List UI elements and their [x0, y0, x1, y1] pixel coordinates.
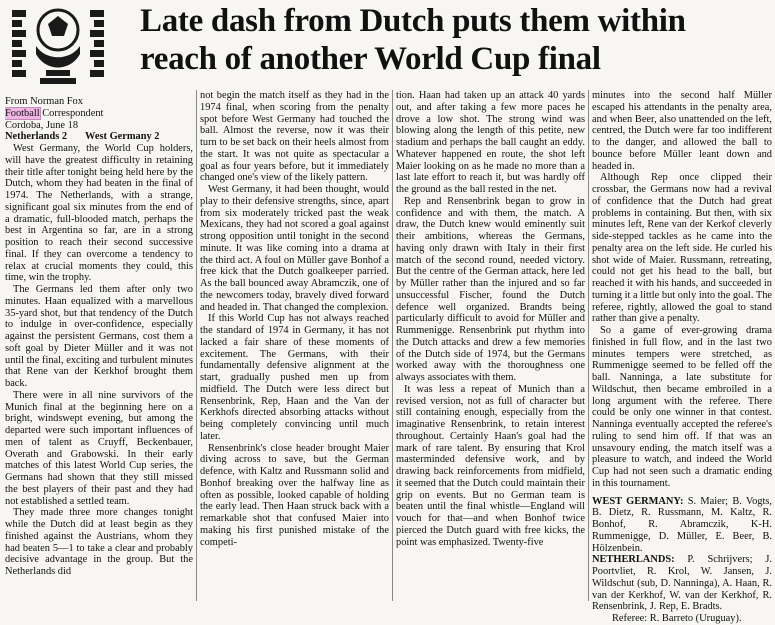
referee: Referee: R. Barreto (Uruguay). — [612, 613, 742, 624]
headline-line-2: reach of another World Cup final — [140, 41, 601, 77]
world-cup-logo — [6, 6, 110, 90]
paragraph: Although Rep once clipped their crossbar, the Germans now had a revival of confidence that the Dutch had great problems in containing. But then, with six minutes left, Rene van der Kerkof cleverly side-stepped tackles as he came into the penalty area on the left side. He curled his shot wide of Maier. Russmann, retreating, could not get his head to the ball, but reached it with his hands, and succeeded in turning it a little but only into the goal. The referee, rightly, allowed the goal to stand rather than give a penalty. — [592, 172, 772, 325]
team-lineups — [592, 496, 772, 625]
byline-role — [5, 108, 193, 120]
headline — [140, 2, 770, 78]
team-label: NETHERLANDS: — [592, 554, 675, 566]
paragraph: minutes into the second half Müller escaped his attendants in the penalty area, and when Beer, also unattended on the left, centred, the Dutch were far too indifferent to the danger, and allowed the ball to bounce before Müller leant down and headed in. — [592, 90, 772, 172]
paragraph: tion. Haan had taken up an attack 40 yards out, and after taking a few more paces he drove a low shot. The strong wind was blowing along the length of this petite, new stadium and perhaps the ball caught an eddy. Whatever happened en route, the shot left Maier looking on as he made no more than a last late effort to reach it, but was hardly off the ground as the ball rested in the net. — [396, 90, 585, 195]
paragraph: Rep and Rensenbrink began to grow in confidence and with them, the match. A draw, the Dutch knew would eminently suit their ambitions, whereas the Germans, having only drawn with Italy in their first match of the second round, needed victory. But the centre of the German attack, here led by Müller rather than the injured and so far unsuccessful Fischer, found the Dutch defence well organized. Brandts being particularly difficult to avoid for Müller and Rummenigge. Rensenbrink put rhythm into the Dutch attacks and drew a few memories of the Dutch side of 1974, but the Germans worked away with the thoroughness one always associates with them. — [396, 195, 585, 383]
article-column-2 — [200, 90, 389, 548]
lineup-west-germany — [592, 496, 772, 555]
paragraph: So a game of ever-growing drama finished in full flow, and in the last two minutes tempers were stretched, as Rummenigge seemed to be felled off the ball. Nanninga, a late substitute for Wildschut, then became embroiled in a long argument with the referee. There could be only one winner in that contest. Nanninga eventually accepted the referee's ruling to send him off. If that was an unsavoury ending, the match itself was a pleasure to watch, and indeed the World Cup had not seen such a dramatic ending in this tournament. — [592, 325, 772, 489]
paragraph: It was less a repeat of Munich than a revised version, not as full of character but still containing enough, especially from the imaginative Rensenbrink, to retain interest throughout. Certainly Haan's goal had the mark of rare talent. By ensuring that Krol masterminded defensive work, and by drawing back reinforcements from midfield, it seemed that the Dutch could maintain their grip on events. But no German team is beaten until the final whistle—England will vouch for that—and when Bonhof twice pierced the Dutch guard with free kicks, the point was emphasized. Twenty-five — [396, 383, 585, 548]
paragraph: The Germans led them after only two minutes. Haan equalized with a marvellous 35-yard shot, but that tendency of the Dutch to indulge in over-confidence, especially against the persistent Germans, cost them a soft goal by Dieter Müller and it was not until the final, exciting and turbulent minutes that Rene van der Kerkhof brought them back. — [5, 284, 193, 389]
byline-role-text: Correspondent — [39, 107, 104, 119]
column-rule — [588, 90, 589, 601]
paragraph: If this World Cup has not always reached the standard of 1974 in Germany, it has not lacked a fair share of these moments of excitement. The Germans, with their fundamentally defensive alignment at the start, gradually pushed men up from midfield. The Dutch were less direct but Rensenbrink, Rep, Haan and the Van der Kerkhofs directed absorbing attacks without being completely convincing until much later. — [200, 313, 389, 442]
byline-author: From Norman Fox — [5, 96, 83, 107]
paragraph: Rensenbrink's close header brought Maier diving across to save, but the German defence, with Kaltz and Russmann solid and Bonhof breaking over the halfway line as often as possible, looked capable of holding the early lead. Then Haan struck back with a remarkable shot that confused Maier into making his first punished mistake of the competi- — [200, 442, 389, 548]
column-rule — [196, 90, 197, 601]
article-column-4 — [592, 90, 772, 625]
headline-line-1: Late dash from Dutch puts them within — [140, 3, 686, 39]
paragraph: not begin the match itself as they had in the 1974 final, when scoring from the penalty spot before West Germany had touched the ball. Almost the reverse, now it was their turn to be set back on their heels almost from the start. It was not quite as spectacular a goal as four years before, but it immediately changed one's view of the likely pattern. — [200, 90, 389, 184]
paragraph: West Germany, the World Cup holders, will have the greatest difficulty in retaining their title after tonight being held here by the Dutch, whom they had beaten in the final of 1974. The Netherlands, with a strange, significant goal six minutes from the end of a dramatic, full-blooded match, perhaps the best in Argentina so far, are in a strong position to reach their second successive final. If they can overcome a tendency to relax at crucial moments they could, this time, win the trophy. — [5, 143, 193, 284]
team-players: P. Schrijvers; J. Poortvliet, R. Krol, W. Jansen, J. Wildschut (sub, D. Nanninga), A. Haan, R. van der Kerkhof, W. van der Kerkhof, R. Rensenbrink, J. Rep, E. Bradts. — [592, 554, 772, 613]
paragraph: West Germany, it had been thought, would play to their defensive strengths, since, apart from six moderately tricked past the weak Mexicans, they had not scored a goal against strong opposition until tonight in the second minute. It was like coming into a drama at the third act. A foul on Müller gave Bonhof a free kick that the Dutch goalkeeper parried. As the ball bounced away Abramczik, one of the newcomers today, bravely dived forward and headed in. That changed the complexion. — [200, 184, 389, 313]
dateline: Cordoba, June 18 — [5, 119, 79, 131]
article-column-1 — [5, 96, 193, 578]
article-column-3 — [396, 90, 585, 548]
paragraph: They made three more changes tonight while the Dutch did at least begin as they finished against the Austrians, whom they had beaten 5—1 to take a clear and probably decisive advantage in the group. But the Netherlands did — [5, 507, 193, 577]
lineup-netherlands — [592, 554, 772, 613]
team-players: S. Maier; B. Vogts, B. Dietz, R. Russmann, M. Kaltz, R. Bonhof, R. Abramczik, K-H. Rummenigge, D. Müller, E. Beer, B. Hölzenbein. — [592, 495, 772, 554]
team-label: WEST GERMANY: — [592, 495, 684, 507]
match-result: Netherlands 2 West Germany 2 — [5, 131, 160, 143]
section-highlight[interactable]: Football — [5, 107, 40, 119]
column-rule — [392, 90, 393, 601]
paragraph: There were in all nine survivors of the Munich final at the beginning here on a bright, windswept evening, but among the departed were such important influences of men of talent as Cruyff, Beckenbauer, Overath and Grabowski. In their early matches of this latest World Cup series, the Germans had shown that they still missed the best players of their past and they had not established a settled team. — [5, 389, 193, 507]
